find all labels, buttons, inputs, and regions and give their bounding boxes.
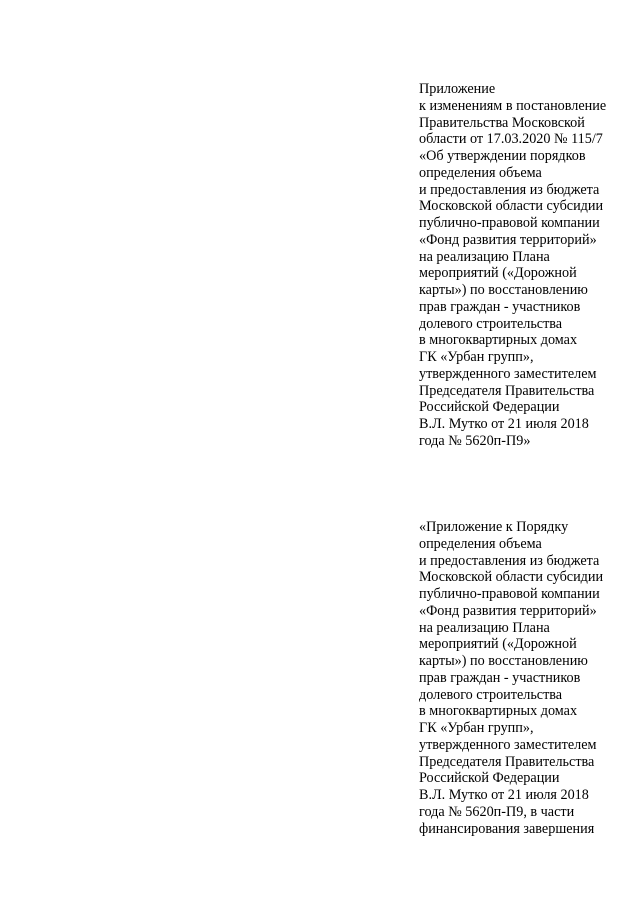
- procedure-appendix-heading-line: года № 5620п-П9, в части: [419, 803, 575, 820]
- procedure-appendix-heading-line: финансирования завершения: [419, 820, 595, 837]
- appendix-heading-line: «Об утверждении порядков: [419, 148, 586, 164]
- procedure-appendix-heading-line: В.Л. Мутко от 21 июля 2018: [419, 787, 589, 803]
- procedure-appendix-heading-line: карты») по восстановлению: [419, 653, 588, 669]
- appendix-heading-line: ГК «Урбан групп»,: [419, 349, 534, 365]
- appendix-heading-line: года № 5620п-П9»: [419, 432, 531, 449]
- appendix-heading-block: [419, 81, 629, 450]
- appendix-heading-line: мероприятий («Дорожной: [419, 265, 577, 282]
- appendix-heading-line: «Фонд развития территорий»: [419, 231, 597, 248]
- appendix-heading-line: карты») по восстановлению: [419, 282, 588, 298]
- appendix-heading-line: Правительства Московской: [419, 114, 585, 131]
- procedure-appendix-heading-block: [419, 519, 629, 837]
- appendix-heading-line: к изменениям в постановление: [419, 97, 607, 114]
- procedure-appendix-heading-line: прав граждан - участников: [419, 669, 581, 686]
- appendix-heading-line: Председателя Правительства: [419, 382, 595, 399]
- appendix-heading-line: определения объема: [419, 164, 542, 181]
- procedure-appendix-heading-line: долевого строительства: [419, 686, 563, 703]
- appendix-heading-line: в многоквартирных домах: [419, 332, 578, 349]
- procedure-appendix-heading-line: определения объема: [419, 535, 542, 552]
- procedure-appendix-heading-line: мероприятий («Дорожной: [419, 636, 577, 653]
- appendix-heading-line: публично-правовой компании: [419, 215, 600, 231]
- appendix-heading-line: области от 17.03.2020 № 115/7: [419, 131, 603, 148]
- appendix-heading-line: на реализацию Плана: [419, 248, 550, 265]
- procedure-appendix-heading-line: Российской Федерации: [419, 770, 560, 787]
- procedure-appendix-heading-line: «Фонд развития территорий»: [419, 602, 597, 619]
- procedure-appendix-heading-line: и предоставления из бюджета: [419, 552, 600, 569]
- appendix-heading-line: и предоставления из бюджета: [419, 181, 600, 198]
- procedure-appendix-heading-line: публично-правовой компании: [419, 586, 600, 602]
- procedure-appendix-heading-line: «Приложение к Порядку: [419, 519, 569, 535]
- appendix-heading-line: прав граждан - участников: [419, 298, 581, 315]
- appendix-heading-line: В.Л. Мутко от 21 июля 2018: [419, 416, 589, 432]
- procedure-appendix-heading-line: Московской области субсидии: [419, 569, 604, 586]
- appendix-heading-line: долевого строительства: [419, 315, 563, 332]
- appendix-heading-line: Российской Федерации: [419, 399, 560, 416]
- appendix-heading-line: Московской области субсидии: [419, 198, 604, 215]
- procedure-appendix-heading-line: утвержденного заместителем: [419, 736, 597, 753]
- appendix-heading-line: Приложение: [419, 81, 496, 97]
- appendix-heading-line: утвержденного заместителем: [419, 365, 597, 382]
- procedure-appendix-heading-line: на реализацию Плана: [419, 619, 550, 636]
- procedure-appendix-heading-line: Председателя Правительства: [419, 753, 595, 770]
- procedure-appendix-heading-line: в многоквартирных домах: [419, 703, 578, 720]
- procedure-appendix-heading-line: ГК «Урбан групп»,: [419, 720, 534, 736]
